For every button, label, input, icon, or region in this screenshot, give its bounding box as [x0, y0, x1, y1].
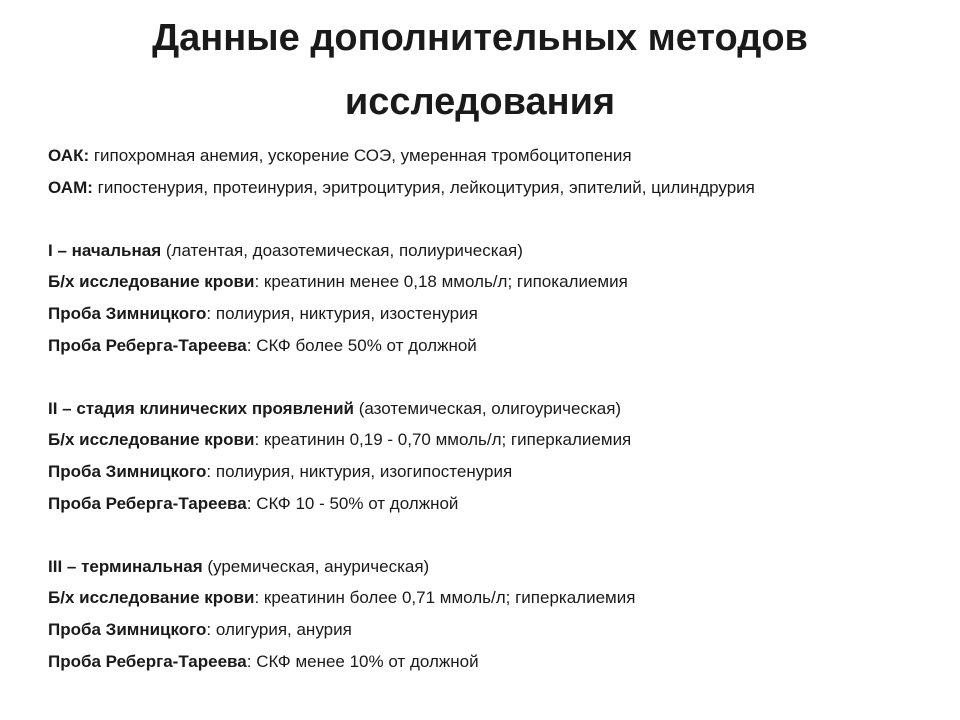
stage-2-reberg-line	[48, 488, 948, 520]
stage-2-desc: (азотемическая, олигоурическая)	[354, 398, 622, 418]
oam-label: ОАМ:	[48, 177, 93, 197]
stage-1-zimnitsky-text: : полиурия, никтурия, изостенурия	[206, 303, 478, 323]
stage-3-blood-text: : креатинин более 0,71 ммоль/л; гиперкалиемия	[254, 588, 636, 608]
stage-1-zimnitsky-label: Проба Зимницкого	[48, 303, 207, 323]
stage-2-reberg-label: Проба Реберга-Тареева	[48, 493, 247, 513]
oak-label: ОАК:	[48, 146, 90, 165]
stage-3-heading	[48, 551, 948, 583]
stage-1-blood-line	[48, 266, 948, 298]
stage-1-blood-label: Б/х исследование крови	[48, 272, 255, 292]
stage-3-desc: (уремическая, анурическая)	[202, 556, 430, 576]
stage-2-heading	[48, 393, 948, 425]
stage-3-reberg-line	[48, 646, 948, 678]
stage-1-blood-text: : креатинин менее 0,18 ммоль/л; гипокалиемия	[254, 272, 628, 292]
stage-3-zimnitsky-text: : олигурия, анурия	[206, 619, 352, 639]
stage-2-blood-label: Б/х исследование крови	[48, 430, 255, 450]
oak-text: гипохромная анемия, ускорение СОЭ, умеренная тромбоцитопения	[89, 146, 632, 165]
slide-title	[40, 6, 920, 134]
stage-3-reberg-text: : СКФ менее 10% от должной	[246, 651, 479, 671]
stage-1-reberg-label: Проба Реберга-Тареева	[48, 335, 247, 355]
stage-1-desc: (латентая, доазотемическая, полиурическая)	[161, 240, 523, 260]
stage-3-blood-label: Б/х исследование крови	[48, 588, 255, 608]
stage-3-zimnitsky-line	[48, 614, 948, 646]
stage-3-reberg-label: Проба Реберга-Тареева	[48, 651, 247, 671]
stage-2-zimnitsky-label: Проба Зимницкого	[48, 461, 207, 481]
stage-2-label: II – стадия клинических проявлений	[48, 398, 354, 418]
oak-line	[48, 140, 948, 172]
stage-3-zimnitsky-label: Проба Зимницкого	[48, 619, 207, 639]
stage-2-reberg-text: : СКФ 10 - 50% от должной	[246, 493, 459, 513]
slide-title-line-1: Данные дополнительных методов	[152, 17, 808, 59]
spacer	[48, 361, 948, 393]
stage-1-label: I – начальная	[48, 240, 162, 260]
oam-text: гипостенурия, протеинурия, эритроцитурия, лейкоцитурия, эпителий, цилиндрурия	[92, 177, 755, 197]
stage-2-zimnitsky-text: : полиурия, никтурия, изогипостенурия	[206, 461, 513, 481]
stage-1-reberg-text: : СКФ более 50% от должной	[246, 335, 477, 355]
slide-title-line-2: исследования	[344, 81, 616, 123]
stage-1-zimnitsky-line	[48, 298, 948, 330]
stage-1-reberg-line	[48, 330, 948, 362]
spacer	[48, 203, 948, 235]
stage-1-heading	[48, 235, 948, 267]
stage-3-label: III – терминальная	[48, 556, 203, 576]
stage-2-blood-text: : креатинин 0,19 - 0,70 ммоль/л; гиперкалиемия	[254, 430, 632, 450]
stage-3-blood-line	[48, 582, 948, 614]
stage-2-blood-line	[48, 424, 948, 456]
stage-2-zimnitsky-line	[48, 456, 948, 488]
oam-line	[48, 172, 948, 204]
slide-body	[48, 140, 948, 677]
spacer	[48, 519, 948, 551]
